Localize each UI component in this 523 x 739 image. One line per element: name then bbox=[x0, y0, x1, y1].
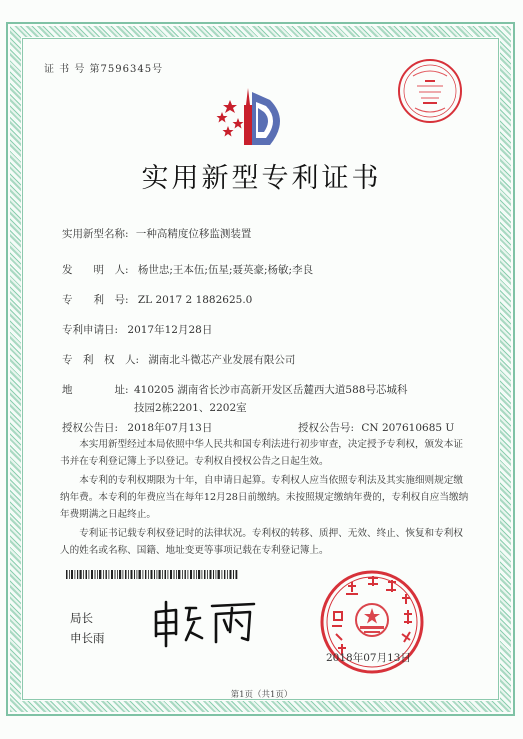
patent-number-label: 专 利 号: bbox=[62, 294, 129, 306]
patentee-label: 专 利 权 人: bbox=[62, 354, 140, 366]
utility-model-name-label: 实用新型名称: bbox=[62, 228, 129, 240]
certificate-number: 证 书 号 第7596345号 bbox=[44, 64, 164, 75]
barcode bbox=[66, 570, 238, 579]
page-footer: 第1页（共1页） bbox=[230, 690, 293, 700]
filing-date-label: 专利申请日: bbox=[62, 324, 119, 336]
utility-model-name-row bbox=[62, 226, 251, 241]
grant-date-label: 授权公告日: bbox=[62, 422, 119, 434]
small-round-seal bbox=[395, 56, 465, 126]
patent-office-logo-icon bbox=[200, 80, 310, 150]
patent-number-value: ZL 2017 2 1882625.0 bbox=[137, 294, 253, 306]
filing-date-row bbox=[62, 322, 212, 337]
filing-date-value: 2017年12月28日 bbox=[127, 324, 213, 336]
grant-number-row bbox=[298, 420, 454, 435]
patentee-value: 湖南北斗微芯产业发展有限公司 bbox=[148, 354, 296, 366]
grant-date-value: 2018年07月13日 bbox=[127, 422, 213, 434]
patent-number-row bbox=[62, 292, 252, 307]
director-name: 申长雨 bbox=[70, 631, 105, 645]
patentee-row bbox=[62, 352, 295, 367]
address-label: 地 址: bbox=[62, 384, 129, 396]
body-paragraph-3: 专利证书记载专利权登记时的法律状况。专利权的转移、质押、无效、终止、恢复和专利权人的姓名或名称、国籍、地址变更等事项记载在专利登记簿上。 bbox=[60, 528, 463, 556]
grant-date-row bbox=[62, 420, 212, 435]
utility-model-name-value: 一种高精度位移监测装置 bbox=[135, 228, 252, 240]
certificate-title: 实用新型专利证书 bbox=[141, 163, 382, 194]
body-paragraph-1: 本实用新型经过本局依照中华人民共和国专利法进行初步审查，决定授予专利权，颁发本证书并在专利登记簿上予以登记。专利权自授权公告之日起生效。 bbox=[60, 439, 463, 467]
handwritten-signature bbox=[150, 596, 262, 648]
address-line-2: 技园2栋2201、2202室 bbox=[134, 402, 247, 414]
inventor-label: 发 明 人: bbox=[62, 264, 129, 276]
seal-date: 2018年07月13日 bbox=[326, 652, 411, 664]
address-line-1: 410205 湖南省长沙市高新开发区岳麓西大道588号芯城科 bbox=[134, 384, 408, 396]
grant-number-value: CN 207610685 U bbox=[361, 422, 455, 434]
inventor-value: 杨世忠;王本伍;伍星;聂英豪;杨敏;李良 bbox=[137, 264, 314, 276]
director-title: 局长 bbox=[70, 611, 93, 625]
body-paragraph-2: 本专利的专利权期限为十年，自申请日起算。专利权人应当依照专利法及其实施细则规定缴纳年费。本专利的年费应当在每年12月28日前缴纳。未按照规定缴纳年费的，专利权自应当缴纳年费期满之日起终止。 bbox=[60, 475, 469, 520]
address-label-row bbox=[62, 382, 129, 397]
inventor-row bbox=[62, 262, 313, 277]
grant-number-label: 授权公告号: bbox=[298, 422, 355, 434]
